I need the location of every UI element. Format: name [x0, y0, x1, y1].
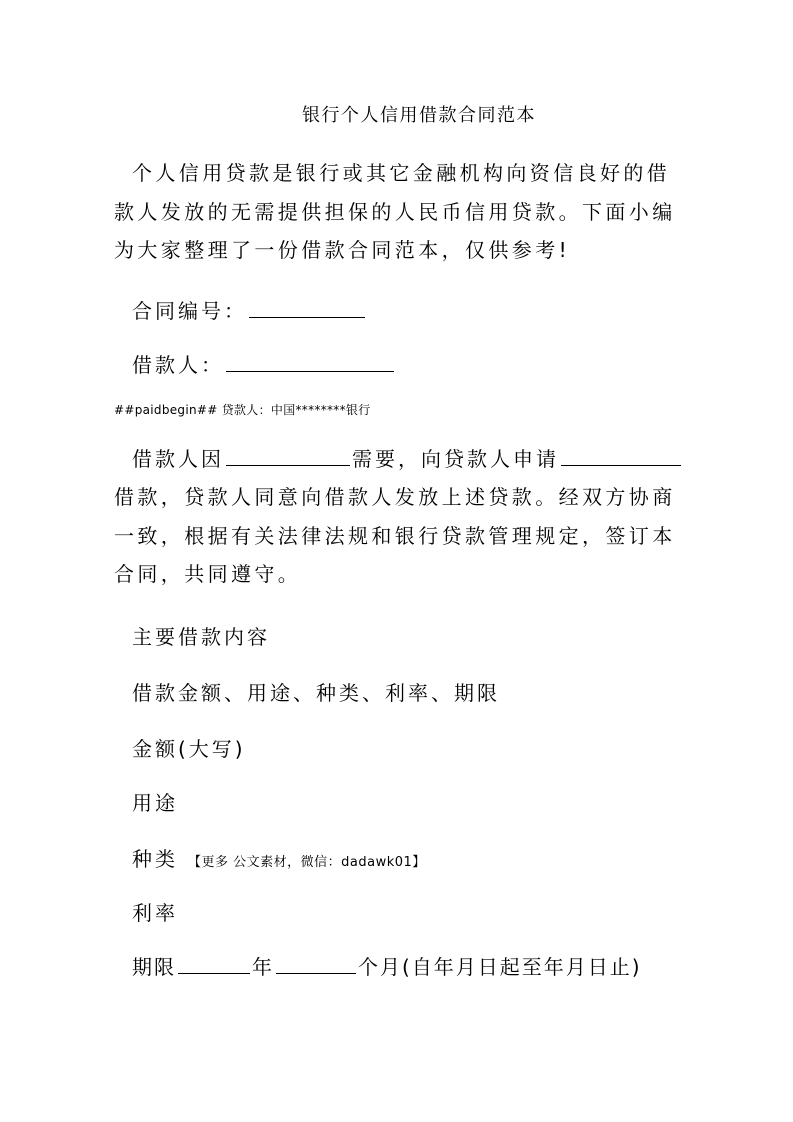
type-label: 种类 [132, 847, 178, 871]
contract-number-line [132, 298, 367, 324]
term-label: 期限 [132, 955, 176, 979]
loan-items-line: 借款金额、用途、种类、利率、期限 [132, 681, 500, 705]
document-title: 银行个人信用借款合同范本 [302, 105, 536, 126]
loan-amount-blank [561, 447, 681, 466]
borrower-label: 借款人： [132, 353, 224, 377]
borrower-blank [226, 353, 394, 372]
borrower-line [132, 352, 396, 378]
term-year-label: 年 [252, 955, 274, 979]
loan-paragraph-rest: 借款，贷款人同意向借款人发放上述贷款。经双方协商一致，根据有关法律法规和银行贷款管理规定，签订本合同，共同遵守。 [114, 485, 676, 586]
loan-para-part1: 借款人因 [132, 447, 224, 471]
loan-purpose-line [132, 446, 683, 472]
main-content-heading: 主要借款内容 [132, 625, 270, 649]
purpose-line: 用途 [132, 791, 178, 815]
type-note: 【更多 公文素材，微信：dadawk01】 [188, 855, 426, 870]
term-month-blank [276, 955, 356, 974]
term-year-blank [178, 955, 250, 974]
rate-line: 利率 [132, 901, 178, 925]
loan-reason-blank [226, 447, 350, 466]
term-range: (自年月日起至年月日止) [402, 955, 642, 979]
intro-paragraph: 个人信用贷款是银行或其它金融机构向资信良好的借款人发放的无需提供担保的人民币信用贷款。下面小编为大家整理了一份借款合同范本，仅供参考! [114, 161, 676, 262]
contract-number-blank [249, 299, 365, 318]
term-line [132, 954, 642, 980]
contract-number-label: 合同编号： [132, 299, 247, 323]
amount-line: 金额(大写) [132, 737, 246, 761]
paid-marker: ##paidbegin## 贷款人：中国********银行 [114, 403, 371, 417]
type-line [132, 846, 426, 876]
term-month-label: 个月 [358, 955, 402, 979]
loan-para-part2: 需要，向贷款人申请 [352, 447, 559, 471]
